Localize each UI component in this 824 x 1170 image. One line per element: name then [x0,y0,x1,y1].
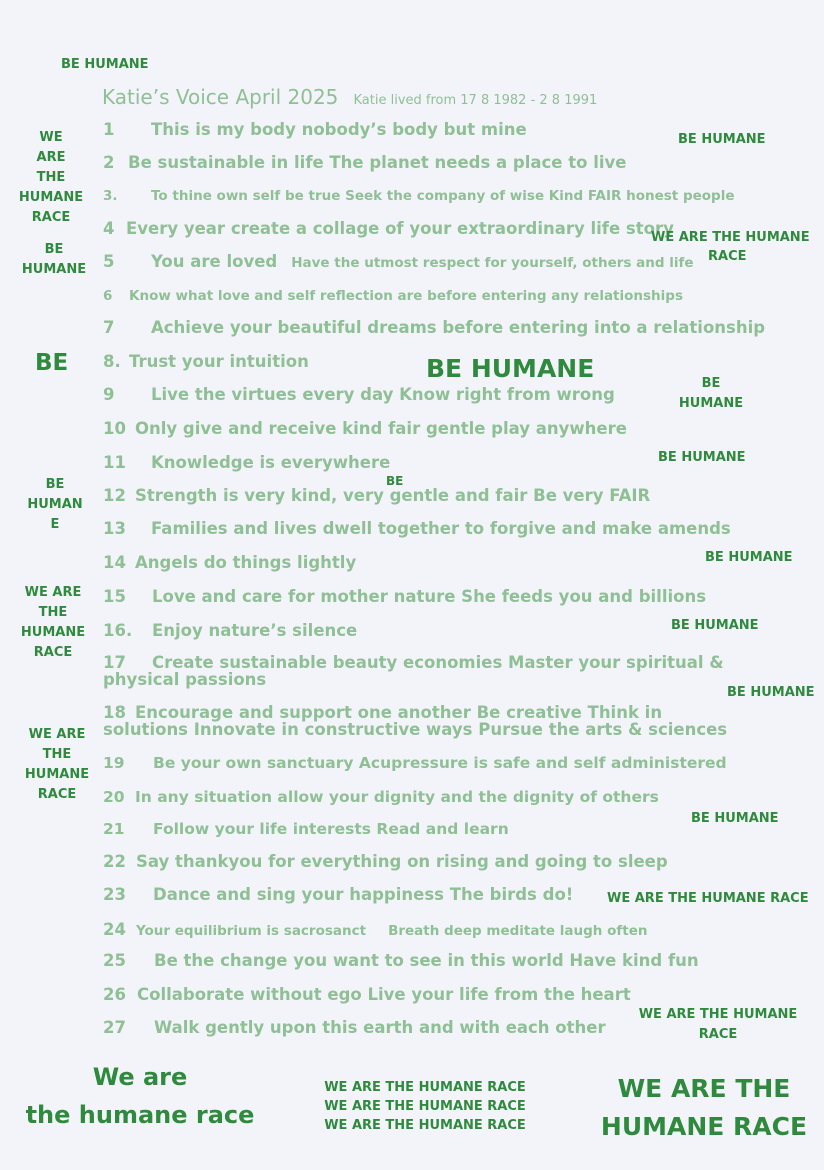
stamp-line: BE [45,477,65,492]
item-text: Encourage and support one another Be creative Think in [135,703,663,722]
list-item [103,385,615,404]
item-number: 1 [103,120,115,139]
page-title: Katie’s Voice April 2025 [102,85,339,109]
stamp-line: HUMANE [678,396,744,411]
stamp-line: E [50,517,60,532]
item-text: Say thankyou for everything on rising and going to sleep [136,852,668,871]
stamp-be-humane: BE HUMANE [727,685,815,700]
stamp-line: WE ARE [24,585,82,600]
item-number: 19 [103,754,125,772]
stamp-line: the humane race [25,1101,255,1129]
item-number: 10 [103,419,126,438]
stamp-line: WE ARE THE [617,1074,791,1103]
item-number: 16. [103,621,133,640]
list-item [103,587,706,606]
list-item [103,621,357,640]
list-item [103,820,509,838]
stamp-race: RACE [708,249,747,264]
item-text: Be your own sanctuary Acupressure is safe and self administered [153,754,727,772]
item-text: Strength is very kind, very gentle and fair Be very FAIR [135,486,651,505]
stamp-we-are-the-humane-race [12,128,90,228]
stamp-line: THE [38,605,68,620]
item-text: Your equilibrium is sacrosanct [136,923,367,939]
item-text: This is my body nobody’s body but mine [151,120,527,139]
stamp-be-humane: BE HUMANE [678,132,766,147]
list-item [103,519,731,538]
list-item [103,120,527,139]
stamp-be-large: BE [35,350,69,376]
item-text: You are loved [151,252,278,271]
stamp-be-small: BE [386,474,404,488]
stamp-line: We are [92,1063,188,1091]
stamp-we-are-the-humane-race [14,583,92,663]
list-item [103,852,668,871]
item-number: 4 [103,219,115,238]
item-text: Collaborate without ego Live your life from the heart [137,985,631,1004]
list-item [103,553,356,572]
item-text: Only give and receive kind fair gentle play anywhere [135,419,627,438]
item-text: Know what love and self reflection are before entering any relationships [129,288,683,304]
item-text: Love and care for mother nature She feeds you and billions [152,587,707,606]
item-text: In any situation allow your dignity and the dignity of others [135,788,659,806]
list-item [103,985,631,1004]
stamp-line: RACE [33,645,73,660]
item-text: Be sustainable in life The planet needs a place to live [128,153,627,172]
stamp-line: WE ARE THE HUMANE RACE [324,1099,526,1114]
stamp-line: ARE [36,150,66,165]
item-number: 15 [103,587,126,606]
item-number: 12 [103,486,126,505]
stamp-line: RACE [37,787,77,802]
item-number: 13 [103,519,126,538]
item-text-secondary: Have the utmost respect for yourself, others and life [291,255,694,271]
stamp-line: WE ARE THE HUMANE RACE [324,1080,526,1095]
stamp-be-humane: BE HUMANE [671,618,759,633]
stamp-line: HUMANE RACE [600,1112,808,1141]
item-number: 27 [103,1018,126,1037]
stamp-line: BE [44,242,64,257]
stamp-we-are-the-humane-race [18,725,96,805]
stamp-we-are-the-humane-race-triple [320,1078,530,1135]
item-number: 24 [103,920,126,939]
stamp-line: BE [701,376,721,391]
item-text: Create sustainable beauty economies Master your spiritual & [152,653,724,672]
list-item [103,352,309,371]
list-item [103,754,727,772]
item-text: Live the virtues every day Know right from wrong [151,385,615,404]
list-item [103,654,724,688]
item-text: Achieve your beautiful dreams before entering into a relationship [151,318,766,337]
item-number: 3. [103,188,118,204]
item-text-secondary: Breath deep meditate laugh often [388,923,648,939]
stamp-line: RACE [698,1027,738,1042]
stamp-be-humane: BE HUMANE [658,450,746,465]
item-number: 17 [103,653,126,672]
list-item [103,1018,606,1037]
stamp-line: WE ARE THE HUMANE RACE [324,1118,526,1133]
stamp-line: HUMANE [24,767,90,782]
item-number: 6 [103,288,113,304]
item-text: Enjoy nature’s silence [152,621,358,640]
item-number: 8. [103,352,121,371]
stamp-we-are-the-humane-race-lower [20,1058,260,1134]
item-text: Every year create a collage of your extraordinary life story [126,219,674,238]
stamp-line: RACE [31,210,71,225]
item-text-continued: solutions Innovate in constructive ways Pursue the arts & sciences [103,720,728,739]
list-item [103,188,734,204]
list-item [103,219,674,238]
list-item [103,153,626,172]
stamp-line: HUMAN [27,497,83,512]
list-item [103,951,699,970]
stamp-line: HUMANE [18,190,84,205]
item-text: Follow your life interests Read and learn [153,820,509,838]
stamp-we-are-the-humane-race-large [596,1070,812,1146]
stamp-be-humane: BE HUMANE [705,550,793,565]
stamp-we-are-the-humane-race: WE ARE THE HUMANE RACE [607,891,809,906]
stamp-be-humane-stacked [14,240,94,280]
item-number: 26 [103,985,126,1004]
item-number: 25 [103,951,126,970]
item-number: 2 [103,153,115,172]
list-item [103,318,765,337]
item-number: 23 [103,885,126,904]
item-text: Be the change you want to see in this world Have kind fun [154,951,699,970]
stamp-line: THE [36,170,66,185]
stamp-line: WE [39,130,63,145]
list-item [103,252,694,271]
item-number: 21 [103,820,125,838]
stamp-we-are-the-humane: WE ARE THE HUMANE [651,230,810,245]
item-number: 20 [103,788,125,806]
stamp-line: WE ARE [28,727,86,742]
item-number: 9 [103,385,115,404]
item-number: 14 [103,553,126,572]
item-number: 18 [103,703,126,722]
item-number: 22 [103,852,126,871]
item-text: Dance and sing your happiness The birds do! [153,885,574,904]
list-item [103,486,650,505]
stamp-be-human-e [20,475,90,535]
item-text: Walk gently upon this earth and with each other [154,1018,606,1037]
item-number: 7 [103,318,115,337]
list-item [103,920,647,939]
list-item [103,453,390,472]
stamp-be-humane: BE HUMANE [61,57,149,72]
stamp-we-are-the-humane-race [636,1005,800,1045]
item-text: Families and lives dwell together to forgive and make amends [151,519,731,538]
list-item [103,704,727,738]
stamp-line: HUMANE [21,262,87,277]
item-text: To thine own self be true Seek the company of wise Kind FAIR honest people [151,188,735,204]
page-subtitle: Katie lived from 17 8 1982 - 2 8 1991 [353,93,598,108]
item-number: 5 [103,252,115,271]
list-item [103,419,627,438]
item-text: Trust your intuition [129,352,309,371]
stamp-line: THE [42,747,72,762]
stamp-be-humane-large: BE HUMANE [426,354,595,383]
stamp-be-humane-stacked [670,374,752,414]
item-text: Knowledge is everywhere [151,453,391,472]
item-text: Angels do things lightly [135,553,357,572]
list-item [103,885,573,904]
item-text-continued: physical passions [103,670,267,689]
list-item [103,288,683,304]
list-item [103,788,659,806]
page-header [102,85,597,109]
stamp-line: HUMANE [20,625,86,640]
item-number: 11 [103,453,126,472]
stamp-be-humane: BE HUMANE [691,811,779,826]
stamp-line: WE ARE THE HUMANE [638,1007,798,1022]
